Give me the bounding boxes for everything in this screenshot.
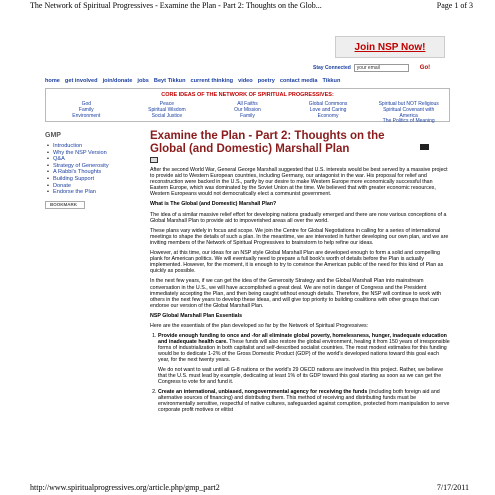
core-idea-link[interactable]: Spiritual Wisdom bbox=[148, 106, 186, 113]
nav-link[interactable]: contact media bbox=[279, 78, 318, 84]
nav-link[interactable]: jobs bbox=[137, 78, 149, 84]
email-field[interactable]: your email bbox=[354, 64, 409, 72]
nav-link[interactable]: home bbox=[45, 78, 60, 84]
core-idea-link[interactable]: Spiritual but NOT Religious bbox=[378, 101, 439, 107]
article-subheading: What is The Global (and Domestic) Marshall Plan? bbox=[150, 201, 277, 208]
stay-connected-form bbox=[313, 64, 430, 72]
print-footer-url: http://www.spiritualprogressives.org/article.php/gmp_part2 bbox=[30, 483, 220, 492]
go-button[interactable]: Go! bbox=[419, 65, 431, 71]
sidebar bbox=[45, 132, 133, 209]
core-idea-link[interactable]: Environment bbox=[72, 112, 101, 119]
sidebar-link[interactable]: • Building Support bbox=[45, 176, 133, 183]
essentials-list bbox=[158, 333, 450, 413]
sidebar-link[interactable]: • Endorse the Plan bbox=[45, 189, 133, 196]
core-ideas-column bbox=[212, 102, 282, 125]
main-nav bbox=[45, 78, 450, 84]
core-ideas-column bbox=[293, 102, 363, 125]
nav-link[interactable]: join/donate bbox=[102, 78, 133, 84]
nav-link[interactable]: Tikkun bbox=[322, 78, 341, 84]
core-idea-link[interactable]: Spiritual Covenant with America bbox=[383, 106, 435, 119]
article-paragraph: The idea of a similar massive relief effort for developing nations gradually emerged and there are now various conceptions of a Global Marshall Plan to provide aid to impoverished areas all over the world. bbox=[150, 211, 447, 224]
article bbox=[150, 130, 450, 417]
core-idea-link[interactable]: All Faiths bbox=[237, 101, 258, 107]
core-idea-link[interactable]: The Politics of Meaning bbox=[382, 118, 435, 125]
core-idea-link[interactable]: Love and Caring bbox=[309, 106, 347, 113]
print-header-page: Page 1 of 3 bbox=[436, 1, 473, 10]
core-idea-link[interactable]: Family bbox=[240, 112, 255, 119]
core-ideas-column bbox=[51, 102, 121, 125]
article-paragraph: However, at this time, our ideas for an NSP style Global Marshall Plan are developed enough to form a solid and compelling plank for American politics. We will eventually need to prepare a full book's worth of details before the Plan is actually implemented. However, for the moment, it is enough to try to convince the American public of the need for this kind of Plan as quickly as possible. bbox=[150, 250, 444, 275]
sidebar-links bbox=[45, 143, 133, 196]
article-paragraph: Here are the essentials of the plan developed so far by the Network of Spiritual Progressives: bbox=[150, 322, 369, 329]
nav-link[interactable]: current thinking bbox=[190, 78, 234, 84]
core-ideas-box bbox=[45, 88, 450, 125]
article-paragraph: After the second World War, General George Marshall suggested that U.S. interests would be best served by a massive project to provide aid to Western European countries, including Germany, our antagonist in the war. His proposal for relief and reconstruction were backed in the U.S., partly by our desire to make Western Europe more economically successful than Eastern Europe, which was dominated by the Soviet Union at the time. We believed that with greater economic resources, Western Europeans would not democratically elect a communist government. bbox=[150, 167, 448, 198]
sidebar-link[interactable]: • Strategy of Generosity bbox=[45, 163, 133, 170]
list-item-heading: Create an international, unbiased, nongovernmental agency for receiving the funds bbox=[158, 388, 368, 395]
list-item-text: These funds will also restore the global environment, healing it from 150 years of irresponsible forms of industrialization in both capitalist and self-described socialist countries. The most modest estimates for this funding would be to dedicate 1-2% of the Gross Domestic Product (GDP) of the world's developed nations toward this goal each year, for the next twenty years. bbox=[158, 339, 450, 364]
core-ideas-title: CORE IDEAS OF THE NETWORK OF SPIRITUAL PROGRESSIVES: bbox=[161, 92, 334, 98]
core-idea-link[interactable]: Economy bbox=[317, 112, 339, 119]
print-header-title: The Network of Spiritual Progressives - Examine the Plan - Part 2: Thoughts on the Glob... bbox=[30, 1, 322, 10]
email-icon[interactable] bbox=[420, 144, 429, 150]
nav-link[interactable]: video bbox=[238, 78, 253, 84]
article-paragraph: These plans vary widely in focus and scope. We join the Centre for Global Negotiations in calling for a series of international meetings to shape the details of such a plan. In the meantime, we are interested in further developing our own plan, and we are inviting members of the Network of Spiritual Progressives to brainstorm to help refine our ideas. bbox=[150, 227, 449, 246]
core-idea-link[interactable]: Global Commons bbox=[308, 101, 348, 107]
article-title: Examine the Plan - Part 2: Thoughts on the Global (and Domestic) Marshall Plan bbox=[150, 130, 385, 155]
list-item-paragraph: We do not want to wait until all G-8 nations or the world's 29 OECD nations are involved in this project. Rather, we believe that the U.S. must lead by example, dedicating at least 1% of its GDP toward this goal starting as soon as we can get the Congress to vote for and fund it. bbox=[158, 366, 444, 385]
article-paragraph: In the next few years, if we can get the idea of the Generosity Strategy and the Global Marshall Plan into mainstream conversation in the U.S., we will have accomplished a great deal. We are not in danger of Congress and the President immediately accepting the Plan, and then being caught without enough details. Therefore, the NSP will continue to work with others in the next few years to develop these ideas, and will give top priority to building coalitions with other groups that can endorse our version of the Global Marshall Plan. bbox=[150, 278, 442, 309]
core-idea-link[interactable]: God bbox=[81, 101, 92, 107]
sidebar-link[interactable]: • Q&A bbox=[45, 156, 133, 163]
stay-connected-label: Stay Connected bbox=[313, 65, 351, 71]
print-icon[interactable] bbox=[150, 157, 158, 163]
join-button-label: Join NSP Now! bbox=[354, 41, 426, 53]
join-button[interactable] bbox=[335, 36, 445, 58]
list-item-heading: Provide enough funding to once and -for all eliminate global poverty, homelessness, hunger, inadequate education and inadequate health care. bbox=[158, 333, 447, 346]
sidebar-link[interactable]: • Donate bbox=[45, 183, 133, 190]
nav-link[interactable]: get involved bbox=[64, 78, 98, 84]
print-header bbox=[0, 0, 495, 12]
core-idea-link[interactable]: Family bbox=[78, 106, 94, 113]
sidebar-link[interactable]: • Why the NSP Version bbox=[45, 150, 133, 157]
core-idea-link[interactable]: Social Justice bbox=[151, 112, 183, 119]
article-subheading: NSP Global Marshall Plan Essentials bbox=[150, 312, 243, 319]
list-item bbox=[158, 389, 450, 413]
core-idea-link[interactable]: Our Mission bbox=[234, 106, 261, 113]
bookmark-button[interactable]: BOOKMARK bbox=[45, 201, 85, 209]
sidebar-link[interactable]: • Introduction bbox=[45, 143, 133, 150]
nav-link[interactable]: Beyt Tikkun bbox=[153, 78, 186, 84]
core-ideas-column bbox=[132, 102, 202, 125]
sidebar-link[interactable]: • A Rabbi's Thoughts bbox=[45, 169, 133, 176]
core-ideas-column bbox=[374, 102, 444, 125]
list-item-text: (including both foreign aid and alternative sources of financing) and distributing them. This method of receiving and distributing funds must be environmentally sensitive, respectful of native cultures, safeguarded against corruption, protected from manipulation to serve corporate profit motives or elitist bbox=[158, 388, 450, 414]
web-page bbox=[45, 22, 450, 482]
core-idea-link[interactable]: Peace bbox=[159, 101, 174, 107]
list-item bbox=[158, 333, 450, 385]
core-ideas-links bbox=[46, 102, 449, 125]
nav-link[interactable]: poetry bbox=[257, 78, 275, 84]
print-footer-date: 7/17/2011 bbox=[436, 483, 469, 492]
sidebar-title: GMP bbox=[45, 132, 61, 139]
print-footer bbox=[0, 483, 495, 495]
